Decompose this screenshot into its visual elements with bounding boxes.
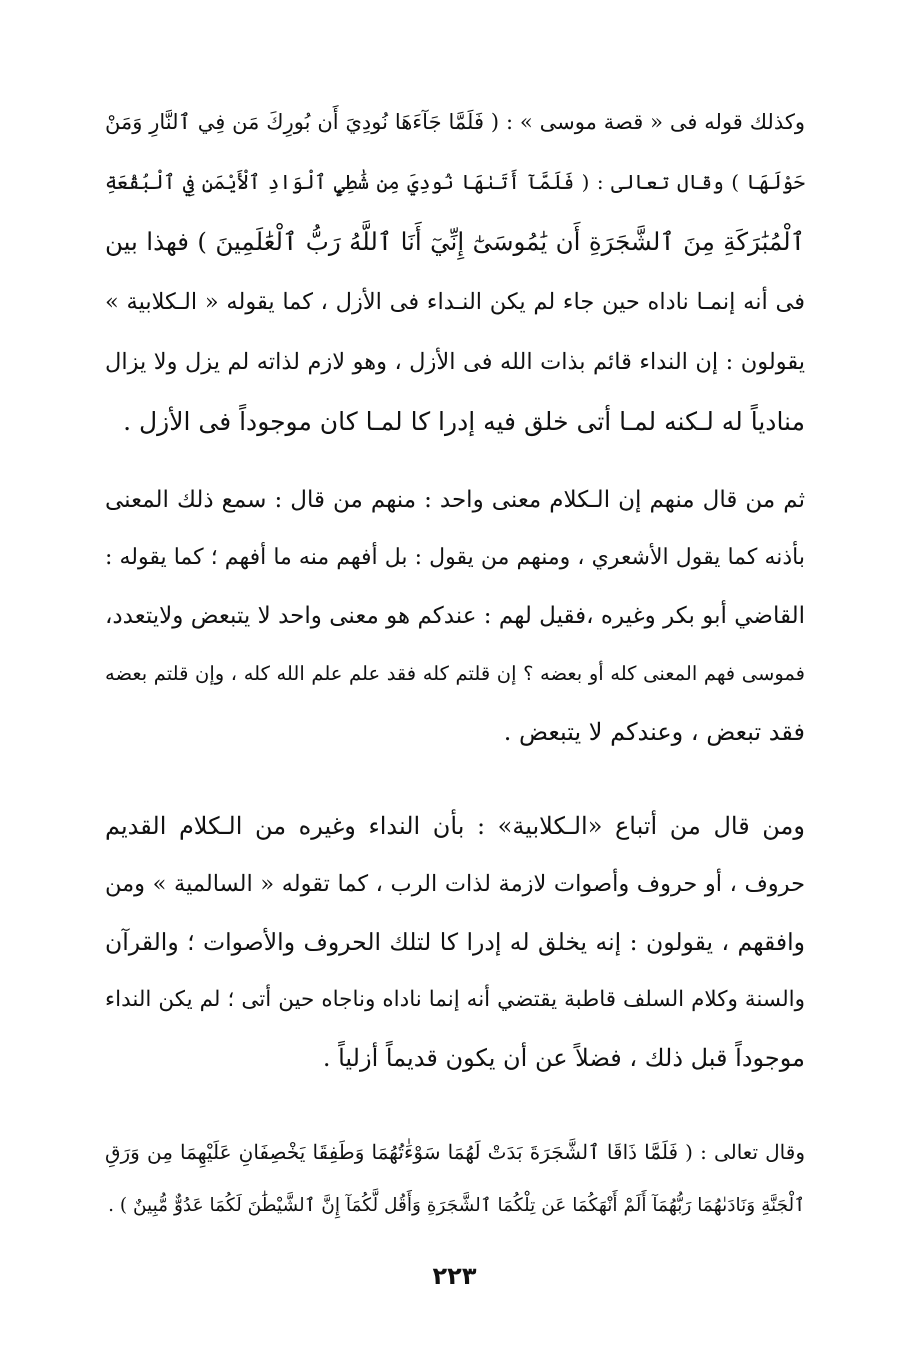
paragraph-letters-sounds	[105, 797, 805, 1087]
text-line: ٱلْجَنَّةِ وَنَادَىٰهُمَا رَبُّهُمَآ أَلَمْ أَنْهَكُمَا عَن تِلْكُمَا ٱلشَّجَرَةِ وَأَقُل لَّكُمَآ إِنَّ ٱلشَّيْطَٰنَ لَكُمَا عَدُوٌّ مُّبِينٌ ) .	[108, 1195, 805, 1216]
page-number: ٢٢٣	[432, 1262, 477, 1290]
text-line: وكذلك قوله فى « قصة موسى » : ( فَلَمَّا جَآءَهَا نُودِيَ أَن بُورِكَ مَن فِي ٱلنَّارِ وَمَنْ	[105, 110, 805, 134]
paragraph-quran-verse	[105, 1125, 805, 1233]
text-line: حروف ، أو حروف وأصوات لازمة لذات الرب ، كما تقوله « السالمية » ومن	[105, 871, 805, 897]
text-line: فى أنه إنمـا ناداه حين جاء لم يكن النـداء فى الأزل ، كما يقوله « الـكلابية »	[105, 289, 805, 315]
text-line: والسنة وكلام السلف قاطبة يقتضي أنه إنما ناداه وناجاه حين أتى ؛ لم يكن النداء	[105, 987, 805, 1012]
text-line: يقولون : إن النداء قائم بذات الله فى الأزل ، وهو لازم لذاته لم يزل ولا يزال	[105, 349, 805, 375]
text-line: منادياً له لـكنه لمـا أتى خلق فيه إدرا كا لمـا كان موجوداً فى الأزل .	[123, 407, 805, 436]
paragraph-one-meaning	[105, 471, 805, 761]
text-line: وافقهم ، يقولون : إنه يخلق له إدرا كا لتلك الحروف والأصوات ؛ والقرآن	[105, 928, 805, 956]
text-line: فموسى فهم المعنى كله أو بعضه ؟ إن قلتم كله فقد علم علم الله كله ، وإن قلتم بعضه	[105, 662, 805, 685]
text-line: القاضي أبو بكر وغيره ،فقيل لهم : عندكم هو معنى واحد لا يتبعض ولايتعدد،	[105, 603, 805, 629]
text-line: فقد تبعض ، وعندكم لا يتبعض .	[503, 718, 805, 746]
text-line: وقال تعالى : ( فَلَمَّا ذَاقَا ٱلشَّجَرَةَ بَدَتْ لَهُمَا سَوْءَٰتُهُمَا وَطَفِقَا يَخْصِفَانِ عَلَيْهِمَا مِن وَرَقِ	[105, 1140, 805, 1164]
text-line: ٱلْمُبَٰرَكَةِ مِنَ ٱلشَّجَرَةِ أَن يَٰمُوسَىٰٓ إِنِّيٓ أَنَا ٱللَّهُ رَبُّ ٱلْعَٰلَمِينَ ) فهذا بين	[105, 227, 805, 256]
text-line: ثم من قال منهم إن الـكلام معنى واحد : منهم من قال : سمع ذلك المعنى	[105, 487, 805, 513]
text-line: حَوْلَهَا ) وقال تعالى : ( فَلَمَّآ أَتَىٰهَا نُودِيَ مِن شَٰطِيِٕ ٱلْوَادِ ٱلْأَيْمَنِ فِي ٱلْبُقْعَةِ	[105, 170, 805, 194]
paragraph-moses-call	[105, 92, 805, 452]
text-line: بأذنه كما يقول الأشعري ، ومنهم من يقول : بل أفهم منه ما أفهم ؛ كما يقوله :	[105, 545, 805, 570]
text-line: موجوداً قبل ذلك ، فضلاً عن أن يكون قديماً أزلياً .	[322, 1044, 805, 1072]
text-line: ومن قال من أتباع «الـكلابية» : بأن النداء وغيره من الـكلام القديم	[105, 812, 805, 840]
